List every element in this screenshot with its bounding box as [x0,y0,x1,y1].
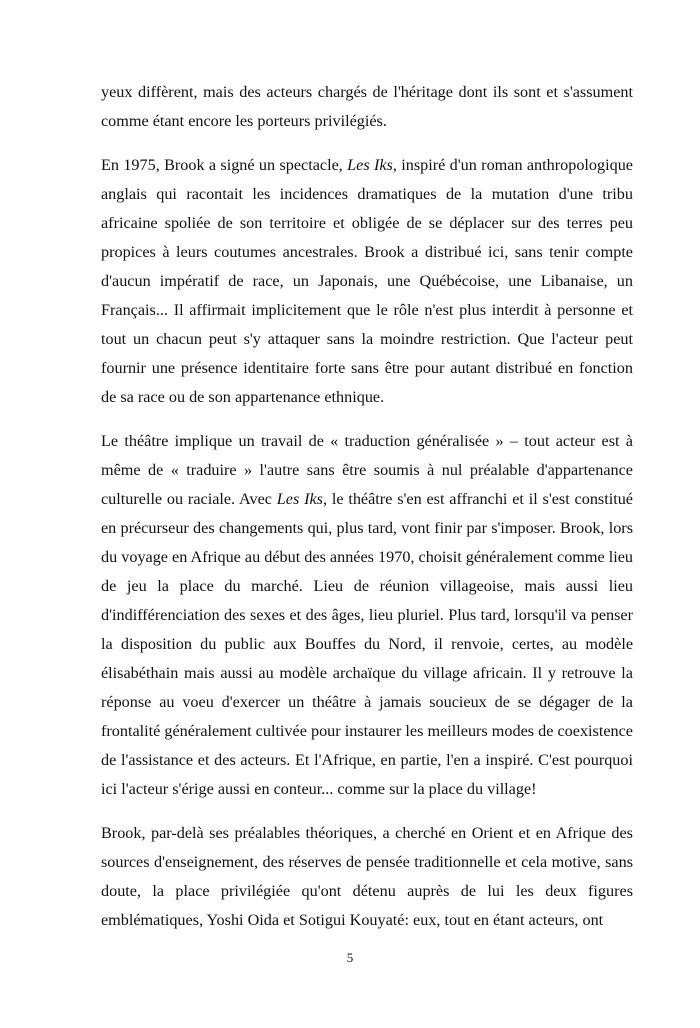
page-number: 5 [346,950,354,965]
paragraph-3-text-b: , le théâtre s'en est affranchi et il s'est constitué en précurseur des changements qui, plus tard, vont finir par s'imposer. Brook, lors du voyage en Afrique au début des années 1970, choisit généralement comme lieu de jeu la place du marché. Lieu de réunion villageoise, mais aussi lieu d'indifférenciation des sexes et des âges, lieu pluriel. Plus tard, lorsqu'il va penser la disposition du public aux Bouffes du Nord, il renvoie, certes, au modèle élisabéthain mais aussi au modèle archaïque du village africain. Il y retrouve la réponse au voeu d'exercer un théâtre à jamais soucieux de se dégager de la frontalité généralement cultivée pour instaurer les meilleurs modes de coexistence de l'assistance et des acteurs. Et l'Afrique, en partie, l'en a inspiré. C'est pourquoi ici l'acteur s'érige aussi en conteur... comme sur la place du village! [101,490,633,798]
paragraph-1-text: yeux diffèrent, mais des acteurs chargés de l'héritage dont ils sont et s'assument comme étant encore les porteurs privilégiés. [101,83,633,130]
paragraph-2 [101,151,633,412]
document-page [101,78,633,935]
play-title-les-iks: Les Iks [276,490,323,508]
paragraph-4 [101,819,633,935]
paragraph-1 [101,78,633,136]
paragraph-3-text-a: Le théâtre implique un travail de « traduction généralisée » – tout acteur est à même de « traduire » l'autre sans être soumis à nul préalable d'appartenance culturelle ou raciale. Avec [101,432,633,508]
paragraph-2-text-b: , inspiré d'un roman anthropologique anglais qui racontait les incidences dramatiques de la mutation d'une tribu africaine spoliée de son territoire et obligée de se déplacer sur des terres peu propices à leurs coutumes ancestrales. Brook a distribué ici, sans tenir compte d'aucun impératif de race, un Japonais, une Québécoise, une Libanaise, un Français... Il affirmait implicitement que le rôle n'est plus interdit à personne et tout un chacun peut s'y attaquer sans la moindre restriction. Que l'acteur peut fournir une présence identitaire forte sans être pour autant distribué en fonction de sa race ou de son appartenance ethnique. [101,156,633,406]
paragraph-2-text-a: En 1975, Brook a signé un spectacle, [101,156,348,174]
paragraph-3 [101,427,633,804]
play-title-les-iks: Les Iks [347,156,393,174]
paragraph-4-text: Brook, par-delà ses préalables théoriques, a cherché en Orient et en Afrique des sources d'enseignement, des réserves de pensée traditionnelle et cela motive, sans doute, la place privilégiée qu'ont détenu auprès de lui les deux figures emblématiques, Yoshi Oida et Sotigui Kouyaté: eux, tout en étant acteurs, ont [101,824,633,929]
